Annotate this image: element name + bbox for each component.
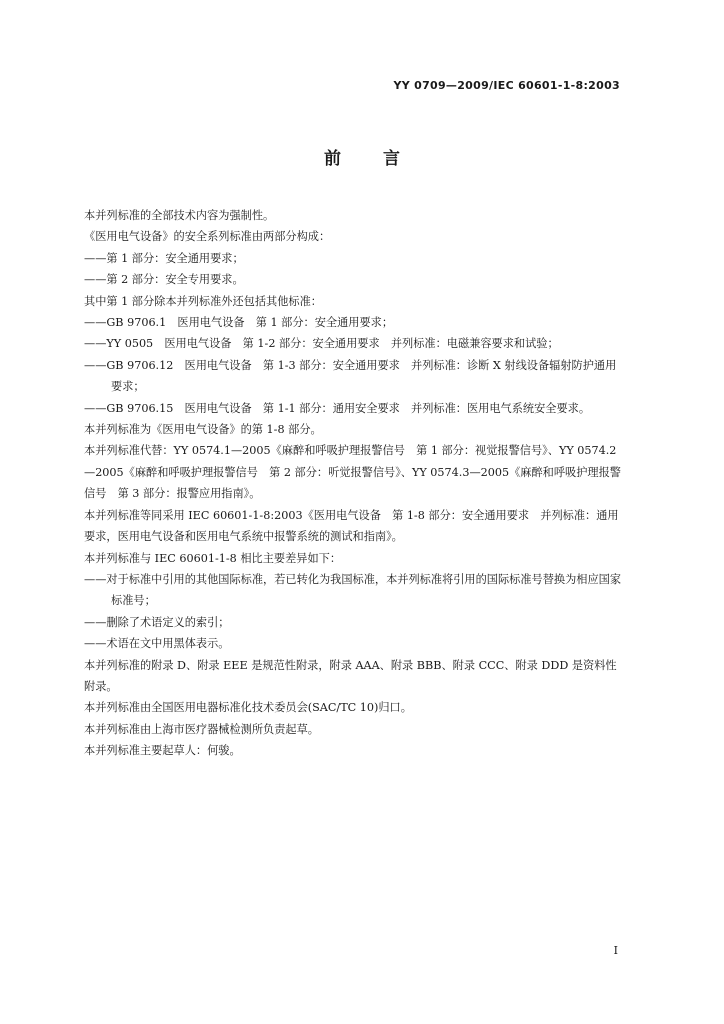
- paragraph: 本并列标准的附录 D、附录 EEE 是规范性附录，附录 AAA、附录 BBB、附录 CCC、附录 DDD 是资料性附录。: [84, 658, 617, 693]
- paragraph: 本并列标准主要起草人：何骏。: [84, 744, 241, 758]
- paragraph: 本并列标准的全部技术内容为强制性。: [84, 209, 275, 222]
- paragraph: 本并列标准由全国医用电器标准化技术委员会(SAC/TC 10)归口。: [84, 701, 412, 715]
- list-item: ——第 2 部分：安全专用要求。: [84, 273, 244, 287]
- page-number: I: [613, 944, 618, 957]
- paragraph: 本并列标准由上海市医疗器械检测所负责起草。: [84, 722, 319, 736]
- list-item: ——术语在文中用黑体表示。: [84, 637, 230, 651]
- paragraph: 本并列标准为《医用电气设备》的第 1-8 部分。: [84, 423, 322, 437]
- paragraph: 其中第 1 部分除本并列标准外还包括其他标准：: [84, 294, 322, 308]
- paragraph: 本并列标准与 IEC 60601-1-8 相比主要差异如下：: [84, 551, 342, 565]
- standard-number-header: YY 0709—2009/IEC 60601-1-8:2003: [393, 79, 620, 92]
- list-item: ——第 1 部分：安全通用要求；: [84, 251, 244, 265]
- list-item: ——GB 9706.12 医用电气设备 第 1-3 部分：安全通用要求 并列标准：诊断 X 射线设备辐射防护通用要求；: [84, 358, 617, 394]
- page-title: [0, 144, 724, 169]
- title-char-1: 前: [324, 149, 341, 169]
- document-body: [63, 205, 627, 762]
- paragraph: 本并列标准代替：YY 0574.1—2005《麻醉和呼吸护理报警信号 第 1 部分：视觉报警信号》、YY 0574.2—2005《麻醉和呼吸护理报警信号 第 2 部分：听觉报警信号》、YY 0574.3—2005《麻醉和呼吸护理报警信号 第 3 部分：报警应用指南》。: [84, 444, 621, 501]
- paragraph: 《医用电气设备》的安全系列标准由两部分构成：: [84, 230, 331, 244]
- list-item: ——YY 0505 医用电气设备 第 1-2 部分：安全通用要求 并列标准：电磁兼容要求和试验；: [84, 337, 559, 351]
- title-char-2: 言: [383, 149, 400, 169]
- list-item: ——删除了术语定义的索引；: [84, 615, 230, 629]
- list-item: ——GB 9706.1 医用电气设备 第 1 部分：安全通用要求；: [84, 316, 394, 330]
- paragraph: 本并列标准等同采用 IEC 60601-1-8:2003《医用电气设备 第 1-8 部分：安全通用要求 并列标准：通用要求，医用电气设备和医用电气系统中报警系统的测试和指南》。: [84, 508, 619, 544]
- list-item: ——对于标准中引用的其他国际标准，若已转化为我国标准，本并列标准将引用的国际标准号替换为相应国家标准号；: [84, 572, 622, 608]
- list-item: ——GB 9706.15 医用电气设备 第 1-1 部分：通用安全要求 并列标准：医用电气系统安全要求。: [84, 401, 591, 415]
